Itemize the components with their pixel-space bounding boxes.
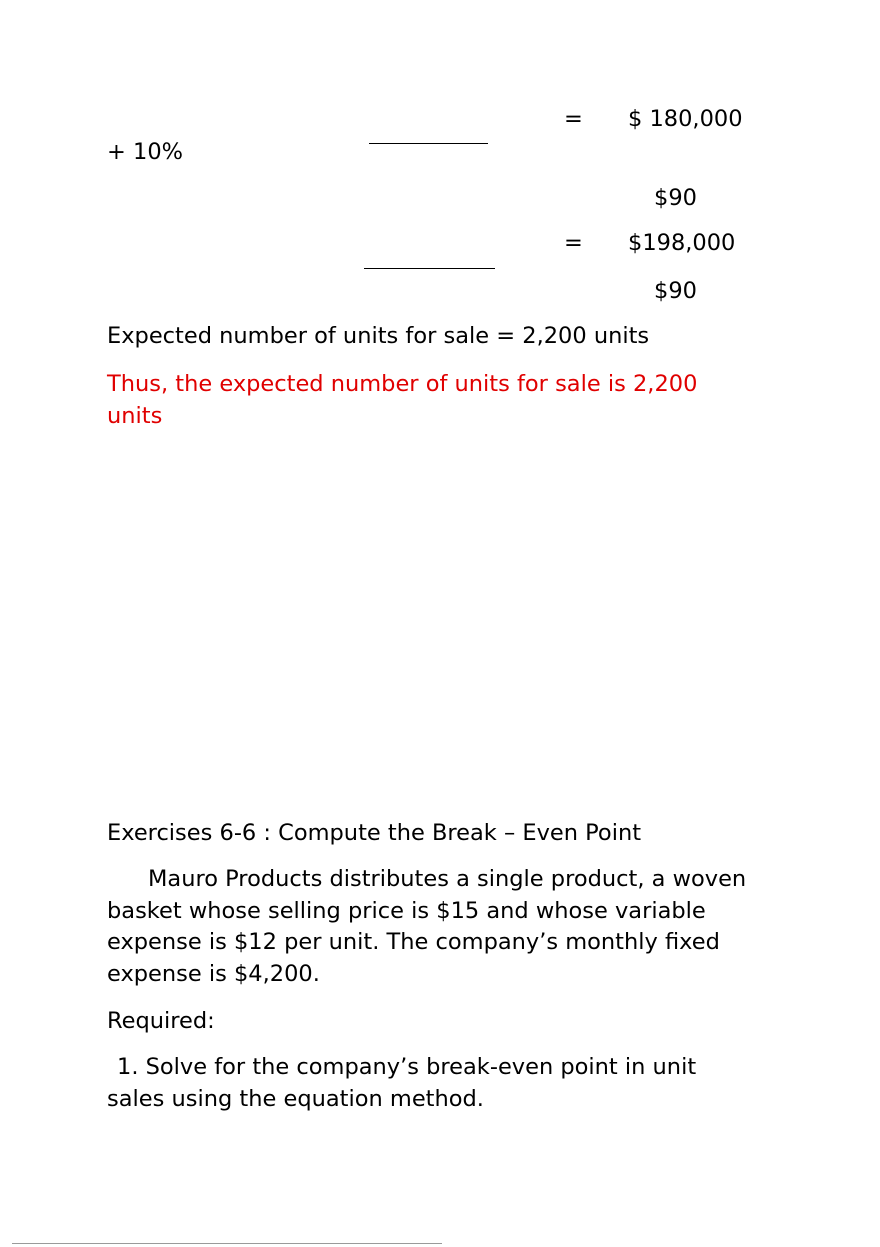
- divisor-90-1: $90: [654, 185, 697, 211]
- equals-sign-1: =: [564, 106, 583, 132]
- fraction-line-1: [369, 143, 488, 144]
- footer-divider: [12, 1243, 442, 1244]
- required-label: Required:: [107, 1008, 215, 1034]
- conclusion-text: Thus, the expected number of units for sale is 2,200 units: [107, 371, 698, 429]
- fraction-line-2: [364, 268, 495, 269]
- value-180000: $ 180,000: [628, 106, 743, 132]
- value-198000: $198,000: [628, 230, 736, 256]
- requirement-1: 1. Solve for the company’s break-even point in unit sales using the equation method.: [107, 1054, 697, 1112]
- exercise-description: Mauro Products distributes a single product, a woven basket whose selling price is $15 and whose variable expense is $12 per unit. The company’s monthly fixed expense is $4,200.: [107, 866, 747, 987]
- plus-ten-percent: + 10%: [107, 139, 184, 165]
- equals-sign-2: =: [564, 230, 583, 256]
- exercise-heading: Exercises 6-6 : Compute the Break – Even Point: [107, 820, 642, 846]
- divisor-90-2: $90: [654, 278, 697, 304]
- result-statement: Expected number of units for sale = 2,200 units: [107, 323, 650, 349]
